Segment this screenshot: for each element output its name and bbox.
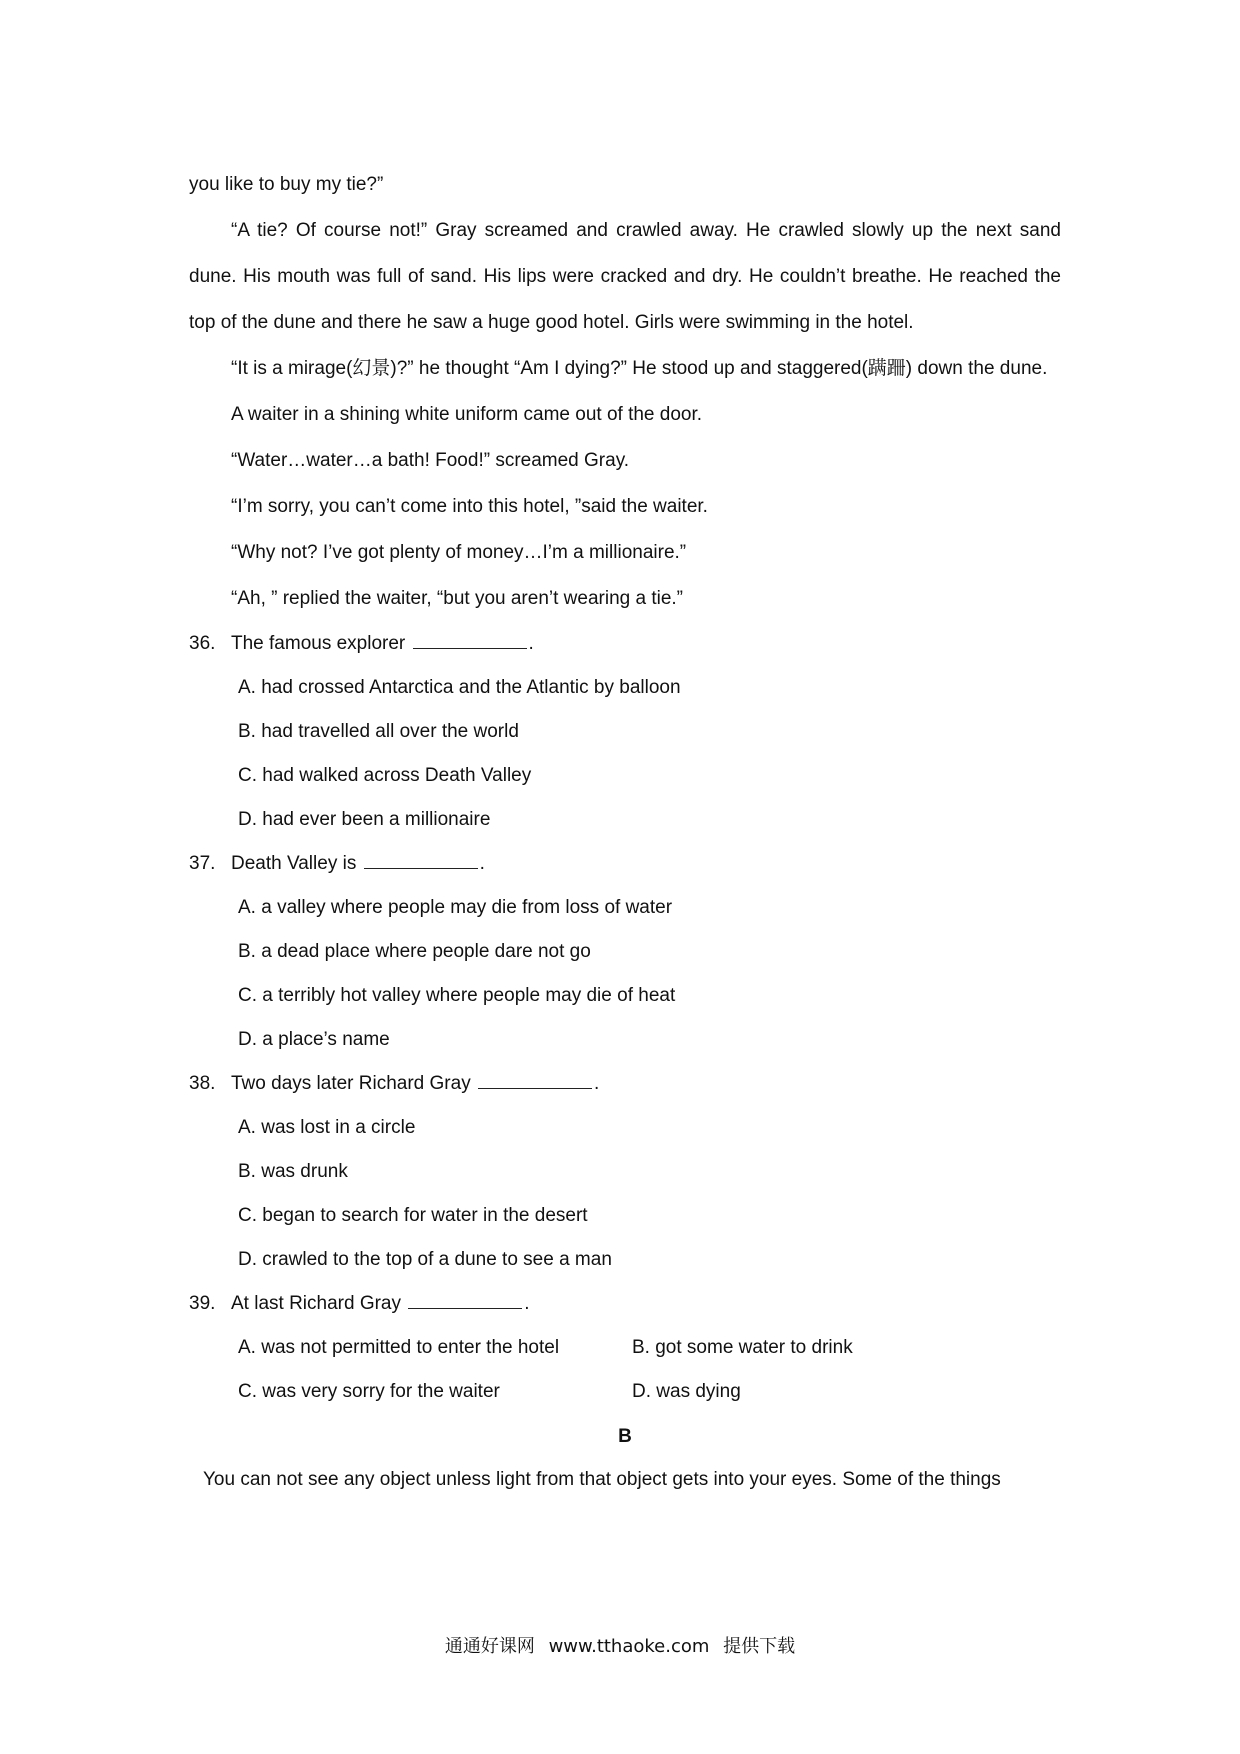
question-stem-end: . bbox=[479, 853, 485, 874]
answer-blank bbox=[413, 626, 527, 649]
question-stem-end: . bbox=[528, 633, 534, 654]
question-stem-text: At last Richard Gray bbox=[231, 1293, 401, 1314]
question-stem-text: The famous explorer bbox=[231, 633, 406, 654]
document-content bbox=[189, 162, 1061, 1502]
passage-line-sorry: “I’m sorry, you can’t come into this hotel, ”said the waiter. bbox=[231, 496, 708, 517]
footer-note: 提供下载 bbox=[723, 1636, 796, 1657]
passage-paragraph-2: “It is a mirage(幻景)?” he thought “Am I dying?” He stood up and staggered(蹒跚) down the dune. bbox=[231, 358, 1048, 379]
passage-line-water: “Water…water…a bath! Food!” screamed Gray. bbox=[231, 450, 630, 471]
question-stem-text: Death Valley is bbox=[231, 853, 357, 874]
option-39-b: B. got some water to drink bbox=[632, 1337, 853, 1358]
option-38-c: C. began to search for water in the desert bbox=[238, 1205, 588, 1226]
question-stem bbox=[231, 1282, 1061, 1326]
passage-paragraph-1: “A tie? Of course not!” Gray screamed and crawled away. He crawled slowly up the next sand dune. His mouth was full of sand. His lips were cracked and dry. He couldn’t breathe. He reached the top of the dune and there he saw a huge good hotel. Girls were swimming in the hotel. bbox=[189, 220, 1061, 333]
option-37-d: D. a place’s name bbox=[238, 1029, 390, 1050]
section-b-first-line: You can not see any object unless light from that object gets into your eyes. Some of the things bbox=[203, 1469, 1001, 1490]
question-38 bbox=[189, 1062, 1061, 1106]
option-39-a: A. was not permitted to enter the hotel bbox=[238, 1337, 560, 1358]
option-38-a: A. was lost in a circle bbox=[238, 1117, 416, 1138]
option-36-d: D. had ever been a millionaire bbox=[238, 809, 491, 830]
option-37-a: A. a valley where people may die from loss of water bbox=[238, 897, 673, 918]
answer-blank bbox=[408, 1286, 522, 1309]
option-37-b: B. a dead place where people dare not go bbox=[238, 941, 591, 962]
question-number: 39. bbox=[189, 1293, 216, 1314]
option-36-a: A. had crossed Antarctica and the Atlantic by balloon bbox=[238, 677, 681, 698]
question-36 bbox=[189, 622, 1061, 666]
question-stem bbox=[231, 622, 1061, 666]
question-stem-end: . bbox=[524, 1293, 530, 1314]
question-39 bbox=[189, 1282, 1061, 1326]
question-37 bbox=[189, 842, 1061, 886]
footer-url[interactable]: www.tthaoke.com bbox=[548, 1636, 710, 1657]
option-39-c: C. was very sorry for the waiter bbox=[238, 1381, 500, 1402]
answer-blank bbox=[478, 1066, 592, 1089]
question-number: 36. bbox=[189, 633, 216, 654]
passage-line-waiter: A waiter in a shining white uniform came out of the door. bbox=[231, 404, 703, 425]
passage-line-1: you like to buy my tie?” bbox=[189, 174, 384, 195]
option-36-b: B. had travelled all over the world bbox=[238, 721, 519, 742]
footer-site-name: 通通好课网 bbox=[444, 1636, 535, 1657]
question-stem-end: . bbox=[593, 1073, 600, 1094]
question-stem bbox=[231, 842, 1061, 886]
answer-blank bbox=[364, 846, 478, 869]
option-38-b: B. was drunk bbox=[238, 1161, 348, 1182]
question-stem-text: Two days later Richard Gray bbox=[231, 1073, 471, 1094]
question-number: 38. bbox=[189, 1073, 216, 1094]
question-number: 37. bbox=[189, 853, 216, 874]
options-39-row-2 bbox=[189, 1370, 1061, 1414]
option-38-d: D. crawled to the top of a dune to see a man bbox=[238, 1249, 612, 1270]
question-stem bbox=[231, 1062, 1061, 1106]
passage-line-ah: “Ah, ” replied the waiter, “but you aren’t wearing a tie.” bbox=[231, 588, 684, 609]
section-b-label: B bbox=[618, 1426, 632, 1447]
option-36-c: C. had walked across Death Valley bbox=[238, 765, 532, 786]
option-39-d: D. was dying bbox=[632, 1381, 741, 1402]
option-37-c: C. a terribly hot valley where people may die of heat bbox=[238, 985, 676, 1006]
page-footer bbox=[0, 1632, 1240, 1658]
options-39-row-1 bbox=[189, 1326, 1061, 1370]
passage-line-why-not: “Why not? I’ve got plenty of money…I’m a millionaire.” bbox=[231, 542, 687, 563]
